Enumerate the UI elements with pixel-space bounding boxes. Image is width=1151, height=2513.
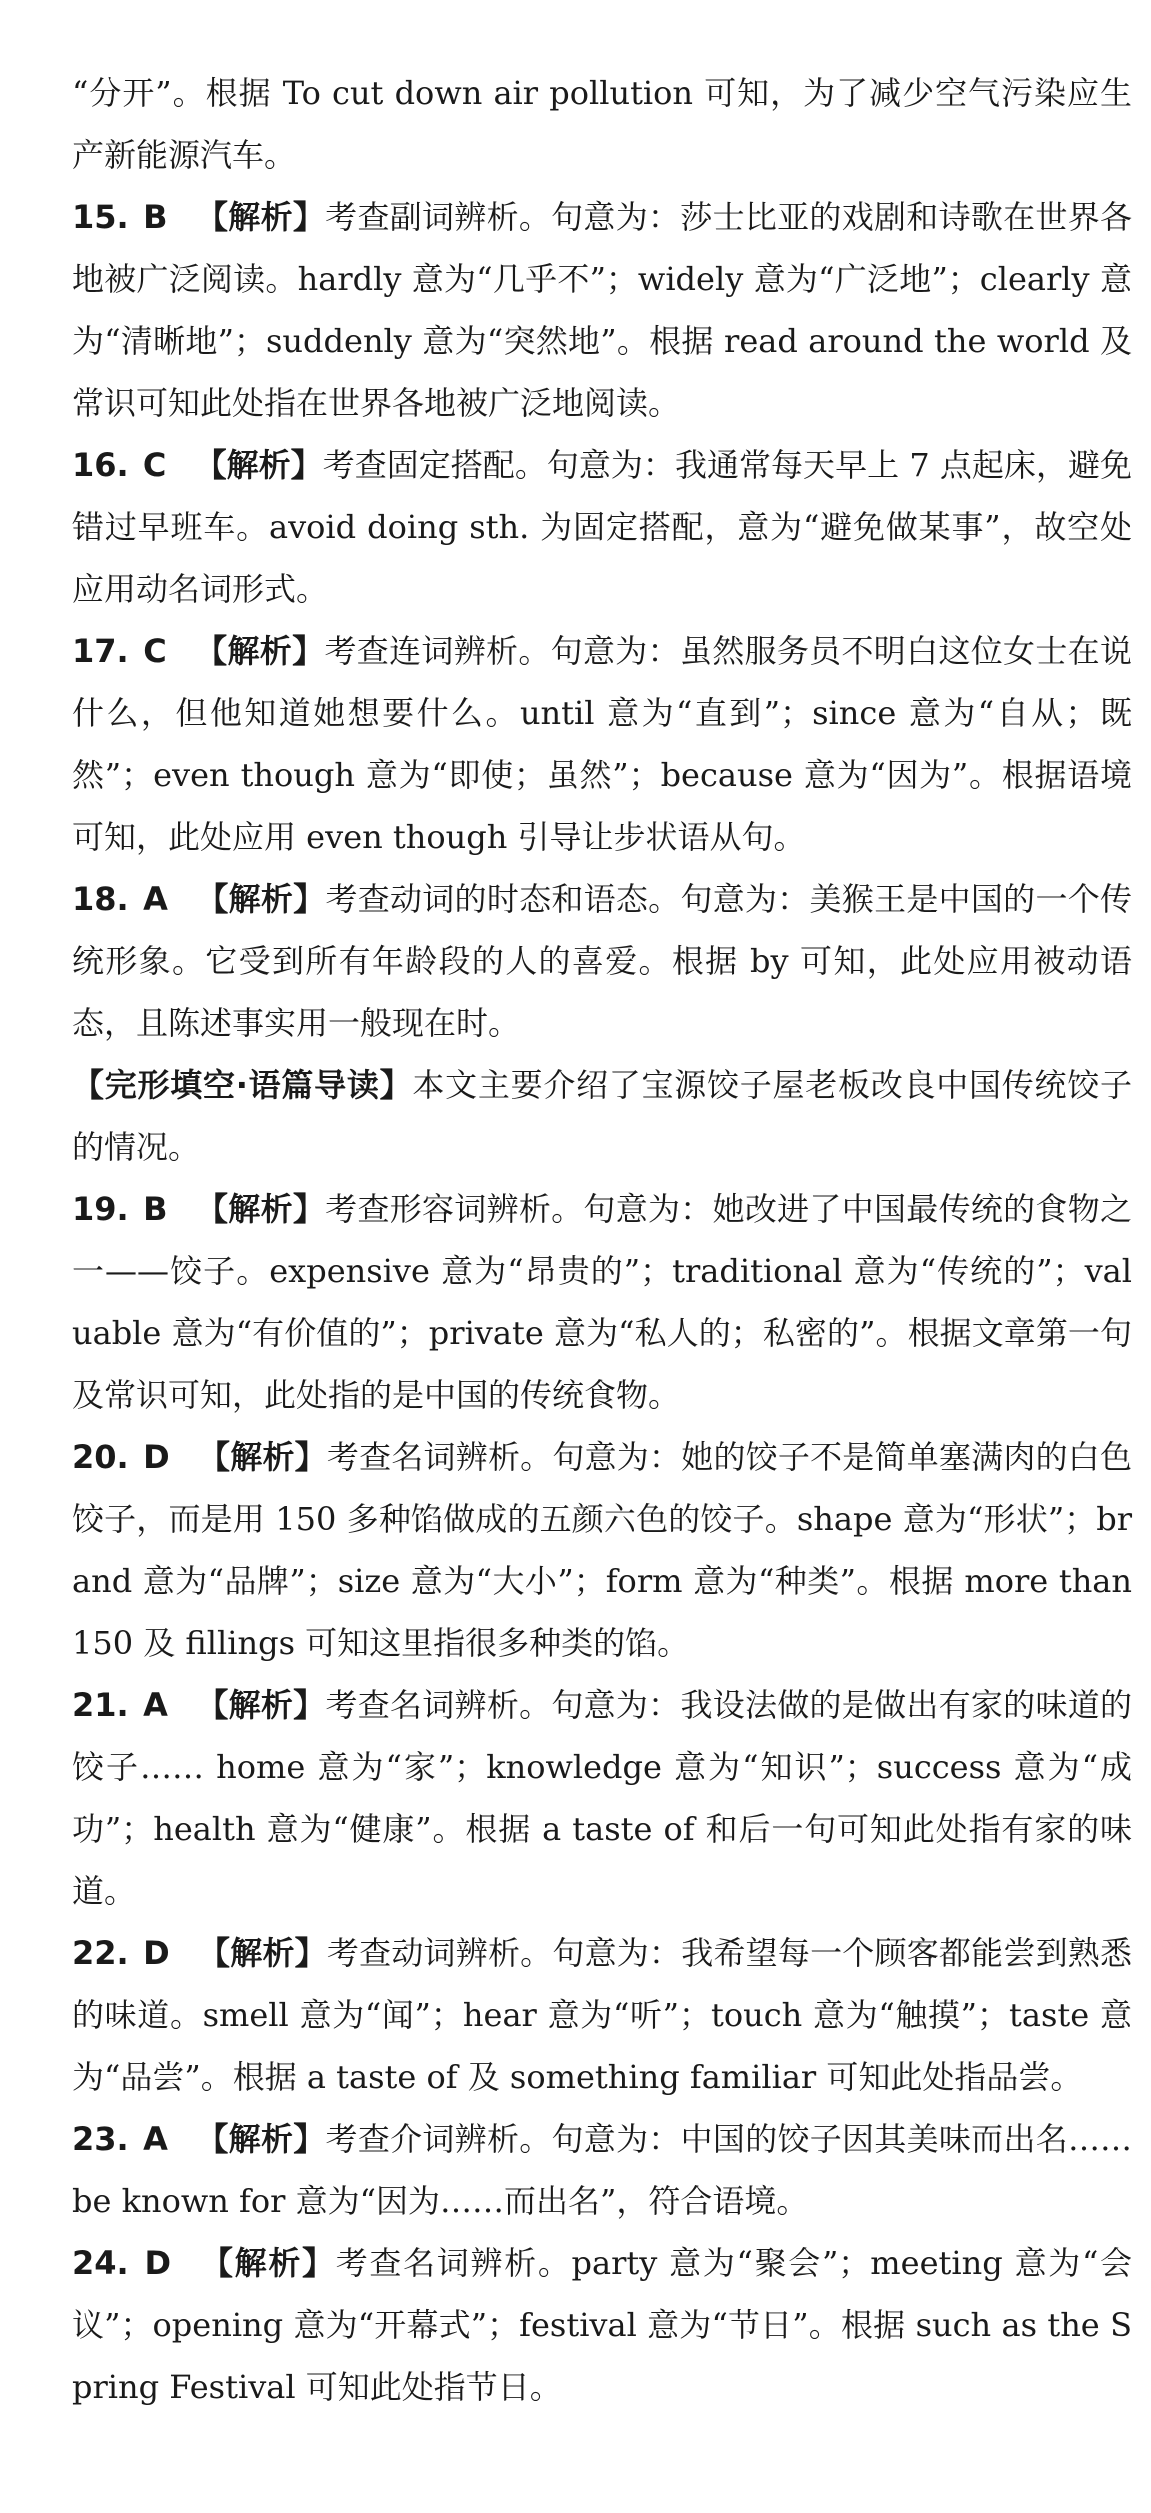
item-answer: D	[144, 2244, 172, 2282]
item-answer: A	[143, 1686, 168, 1724]
item-number: 15.	[72, 198, 129, 236]
item-number: 20.	[72, 1438, 129, 1476]
analysis-tag: 【解析】	[198, 1438, 327, 1476]
guide-text: 本文主要介绍了宝源饺子屋老板改良中国传统饺子的情况。	[72, 1066, 1132, 1166]
item-text: 考查介词辨析。句意为：中国的饺子因其美味而出名…… be known for 意为“因为……而出名”，符合语境。	[72, 2120, 1133, 2220]
analysis-tag: 【解析】	[195, 632, 325, 670]
answer-item-24	[72, 2232, 1132, 2418]
item-answer: A	[143, 2120, 168, 2158]
item-text: 考查动词的时态和语态。句意为：美猴王是中国的一个传统形象。它受到所有年龄段的人的喜爱。根据 by 可知，此处应用被动语态，且陈述事实用一般现在时。	[72, 880, 1132, 1042]
item-number: 23.	[72, 2120, 129, 2158]
item-answer: B	[143, 1190, 168, 1228]
item-answer: A	[143, 880, 168, 918]
answer-item-17	[72, 620, 1132, 868]
analysis-tag: 【解析】	[196, 198, 326, 236]
item-text: 考查固定搭配。句意为：我通常每天早上 7 点起床，避免错过早班车。avoid doing sth. 为固定搭配，意为“避免做某事”，故空处应用动名词形式。	[72, 446, 1132, 608]
analysis-tag: 【解析】	[196, 2120, 326, 2158]
analysis-tag: 【解析】	[196, 880, 326, 918]
item-number: 21.	[72, 1686, 129, 1724]
item-text: 考查连词辨析。句意为：虽然服务员不明白这位女士在说什么，但他知道她想要什么。until 意为“直到”；since 意为“自从；既然”；even though 意为“即使；虽然”；because 意为“因为”。根据语境可知，此处应用 even though 引导让步状语从句。	[72, 632, 1133, 856]
answer-item-23	[72, 2108, 1132, 2232]
answer-explanations	[72, 62, 1132, 2418]
answer-item-21	[72, 1674, 1132, 1922]
item-number: 17.	[72, 632, 129, 670]
item-number: 22.	[72, 1934, 129, 1972]
answer-item-16	[72, 434, 1132, 620]
analysis-tag: 【解析】	[196, 1686, 326, 1724]
item-text: 考查形容词辨析。句意为：她改进了中国最传统的食物之一——饺子。expensive 意为“昂贵的”；traditional 意为“传统的”；valuable 意为“有价值的”；private 意为“私人的；私密的”。根据文章第一句及常识可知，此处指的是中国的传统食物。	[72, 1190, 1132, 1414]
answer-item-15	[72, 186, 1132, 434]
answer-item-19	[72, 1178, 1132, 1426]
item-text: 考查副词辨析。句意为：莎士比亚的戏剧和诗歌在世界各地被广泛阅读。hardly 意为“几乎不”；widely 意为“广泛地”；clearly 意为“清晰地”；suddenly 意为“突然地”。根据 read around the world 及常识可知此处指在世界各地被广泛地阅读。	[72, 198, 1132, 422]
answer-item-18	[72, 868, 1132, 1054]
item-answer: C	[143, 632, 167, 670]
item-number: 19.	[72, 1190, 129, 1228]
item-number: 16.	[72, 446, 129, 484]
item-answer: D	[143, 1438, 170, 1476]
item-text: 考查名词辨析。句意为：我设法做的是做出有家的味道的饺子…… home 意为“家”；knowledge 意为“知识”；success 意为“成功”；health 意为“健康”。根据 a taste of 和后一句可知此处指有家的味道。	[72, 1686, 1132, 1910]
answer-item-22	[72, 1922, 1132, 2108]
item-answer: C	[142, 446, 167, 484]
analysis-tag: 【解析】	[198, 1934, 327, 1972]
analysis-tag: 【解析】	[194, 446, 323, 484]
item-text: 考查名词辨析。party 意为“聚会”；meeting 意为“会议”；opening 意为“开幕式”；festival 意为“节日”。根据 such as the Spring Festival 可知此处指节日。	[72, 2244, 1132, 2406]
item-answer: B	[143, 198, 168, 236]
item-number: 24.	[72, 2244, 129, 2282]
analysis-tag: 【解析】	[196, 1190, 326, 1228]
continuation-paragraph: “分开”。根据 To cut down air pollution 可知，为了减少空气污染应生产新能源汽车。	[72, 74, 1132, 174]
answer-item-20	[72, 1426, 1132, 1674]
item-text: 考查名词辨析。句意为：她的饺子不是简单塞满肉的白色饺子，而是用 150 多种馅做成的五颜六色的饺子。shape 意为“形状”；brand 意为“品牌”；size 意为“大小”；form 意为“种类”。根据 more than 150 及 fillings 可知这里指很多种类的馅。	[72, 1438, 1132, 1662]
guide-tag: 【完形填空·语篇导读】	[72, 1066, 413, 1104]
item-text: 考查动词辨析。句意为：我希望每一个顾客都能尝到熟悉的味道。smell 意为“闻”；hear 意为“听”；touch 意为“触摸”；taste 意为“品尝”。根据 a taste of 及 something familiar 可知此处指品尝。	[72, 1934, 1132, 2096]
cloze-guide	[72, 1054, 1132, 1178]
item-number: 18.	[72, 880, 129, 918]
analysis-tag: 【解析】	[200, 2244, 336, 2282]
item-answer: D	[143, 1934, 170, 1972]
